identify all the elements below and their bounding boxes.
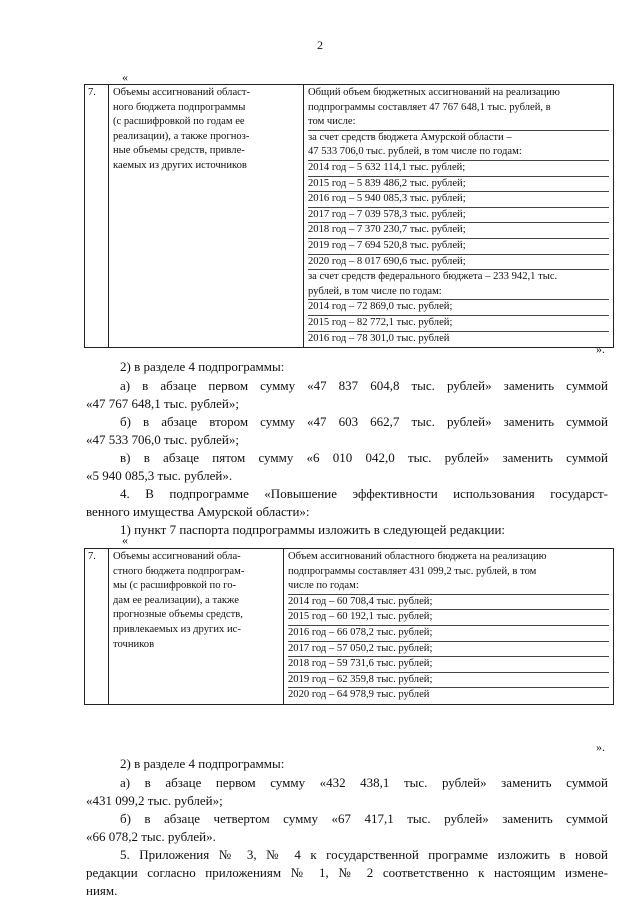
table1-right-line: 2019 год – 7 694 520,8 тыс. рублей; [308,239,609,255]
amendment-a2-line2: «431 099,2 тыс. рублей»; [86,793,223,808]
point-5-line1: 5. Приложения № 3, № 4 к государственной программе изложить в новой [120,847,608,862]
point-4 [86,485,608,521]
table1-right-cell [304,85,614,348]
amendment-c1-line1: в) в абзаце пятом сумму «6 010 042,0 тыс. рублей» заменить суммой [120,450,608,465]
amendment-b1-line2: «47 533 706,0 тыс. рублей»; [86,432,239,447]
table2-right-line: 2016 год – 66 078,2 тыс. рублей; [288,626,609,642]
table1-right-line: 47 533 706,0 тыс. рублей, в том числе по годам: [308,145,609,161]
point-4-sub1: 1) пункт 7 паспорта подпрограммы изложить в следующей редакции: [120,522,506,537]
amendment-a2-line1: а) в абзаце первом сумму «432 438,1 тыс. рублей» заменить суммой [120,775,608,790]
table2-right-line: числе по годам: [288,579,609,595]
table1-right-line: 2017 год – 7 039 578,3 тыс. рублей; [308,208,609,224]
passport-table-1 [84,84,614,348]
table1-right-line: подпрограммы составляет 47 767 648,1 тыс. рублей, в [308,101,551,113]
table2-right-line: Объем ассигнований областного бюджета на реализацию [288,551,547,562]
table1-right-line: 2014 год – 72 869,0 тыс. рублей; [308,300,609,316]
table1-left-line: ного бюджета подпрограммы [113,101,246,113]
table1-left-line: (с расшифровкой по годам ее [113,116,245,128]
close-quote-1: ». [596,342,605,356]
amendment-b1 [86,413,608,449]
amendment-b2-line2: «66 078,2 тыс. рублей». [86,829,216,844]
table1-row-number: 7. [85,85,109,348]
table1-left-line: реализации), а также прогноз- [113,130,250,142]
page-number: 2 [317,38,323,52]
table1-right-line: 2020 год – 8 017 690,6 тыс. рублей; [308,255,609,271]
table1-right-line: за счет средств бюджета Амурской области – [308,131,512,143]
passport-table-2 [84,548,614,705]
table2-left-line: привлекаемых из других ис- [113,623,241,635]
table1-right-line: 2018 год – 7 370 230,7 тыс. рублей; [308,223,609,239]
table2-right-line: 2019 год – 62 359,8 тыс. рублей; [288,673,609,689]
table1-right-line: 2014 год – 5 632 114,1 тыс. рублей; [308,161,609,177]
table2-right-line: 2015 год – 60 192,1 тыс. рублей; [288,610,609,626]
table2-left-line: точников [113,638,155,650]
table1-right-line: рублей, в том числе по годам: [308,285,609,301]
table2-left-line: прогнозные объемы средств, [113,609,243,621]
table1-left-cell [109,85,304,348]
table1-right-line: Общий объем бюджетных ассигнований на реализацию [308,87,560,98]
amendment-a2 [86,774,608,810]
point-4-line1: 4. В подпрограмме «Повышение эффективности использования государст- [120,486,608,501]
amendment-a1 [86,377,608,413]
point-4-line2: венного имущества Амурской области»: [86,504,310,519]
table1-right-line: 2015 год – 82 772,1 тыс. рублей; [308,316,609,332]
table1-right-line: 2016 год – 5 940 085,3 тыс. рублей; [308,192,609,208]
section-2-heading: 2) в разделе 4 подпрограммы: [120,359,285,374]
table2-row-number: 7. [85,549,109,705]
table1-left-line: каемых из других источников [113,159,247,171]
table2-left-line: стного бюджета подпрограм- [113,565,245,577]
amendment-b2 [86,810,608,846]
table2-left-cell [109,549,284,705]
amendment-a1-line2: «47 767 648,1 тыс. рублей»; [86,396,239,411]
table2-right-line: 2014 год – 60 708,4 тыс. рублей; [288,595,609,611]
point-5-line3: ниям. [86,883,118,898]
point-5-line2: редакции согласно приложениям № 1, № 2 соответственно к настоящим измене- [86,865,608,880]
amendment-c1-line2: «5 940 085,3 тыс. рублей». [86,468,233,483]
table2-right-line: 2020 год – 64 978,9 тыс. рублей [288,689,430,701]
table1-left-line: ные объемы средств, привле- [113,145,245,157]
open-quote-1: « [122,70,128,84]
amendment-a1-line1: а) в абзаце первом сумму «47 837 604,8 тыс. рублей» заменить суммой [120,378,608,393]
section-2b-heading: 2) в разделе 4 подпрограммы: [120,756,285,771]
amendment-b2-line1: б) в абзаце четвертом сумму «67 417,1 тыс. рублей» заменить суммой [120,811,608,826]
table2-left-line: дам ее реализации), а также [113,594,239,606]
table2-right-line: 2017 год – 57 050,2 тыс. рублей; [288,642,609,658]
table1-right-line: 2016 год – 78 301,0 тыс. рублей [308,332,450,344]
amendment-c1 [86,449,608,485]
table1-right-line: за счет средств федерального бюджета – 233 942,1 тыс. [308,271,558,283]
table1-right-line: том числе: [308,115,609,131]
table2-right-line: подпрограммы составляет 431 099,2 тыс. рублей, в том [288,565,537,577]
amendment-b1-line1: б) в абзаце втором сумму «47 603 662,7 тыс. рублей» заменить суммой [120,414,608,429]
table2-right-cell [284,549,614,705]
close-quote-2: ». [596,740,605,754]
table1-right-line: 2015 год – 5 839 486,2 тыс. рублей; [308,177,609,193]
table2-left-line: мы (с расшифровкой по го- [113,580,237,592]
point-5 [86,846,608,900]
open-quote-2: « [122,533,128,547]
table2-right-line: 2018 год – 59 731,6 тыс. рублей; [288,657,609,673]
table1-left-line: Объемы ассигнований област- [113,87,251,98]
table2-left-line: Объемы ассигнований обла- [113,551,241,562]
